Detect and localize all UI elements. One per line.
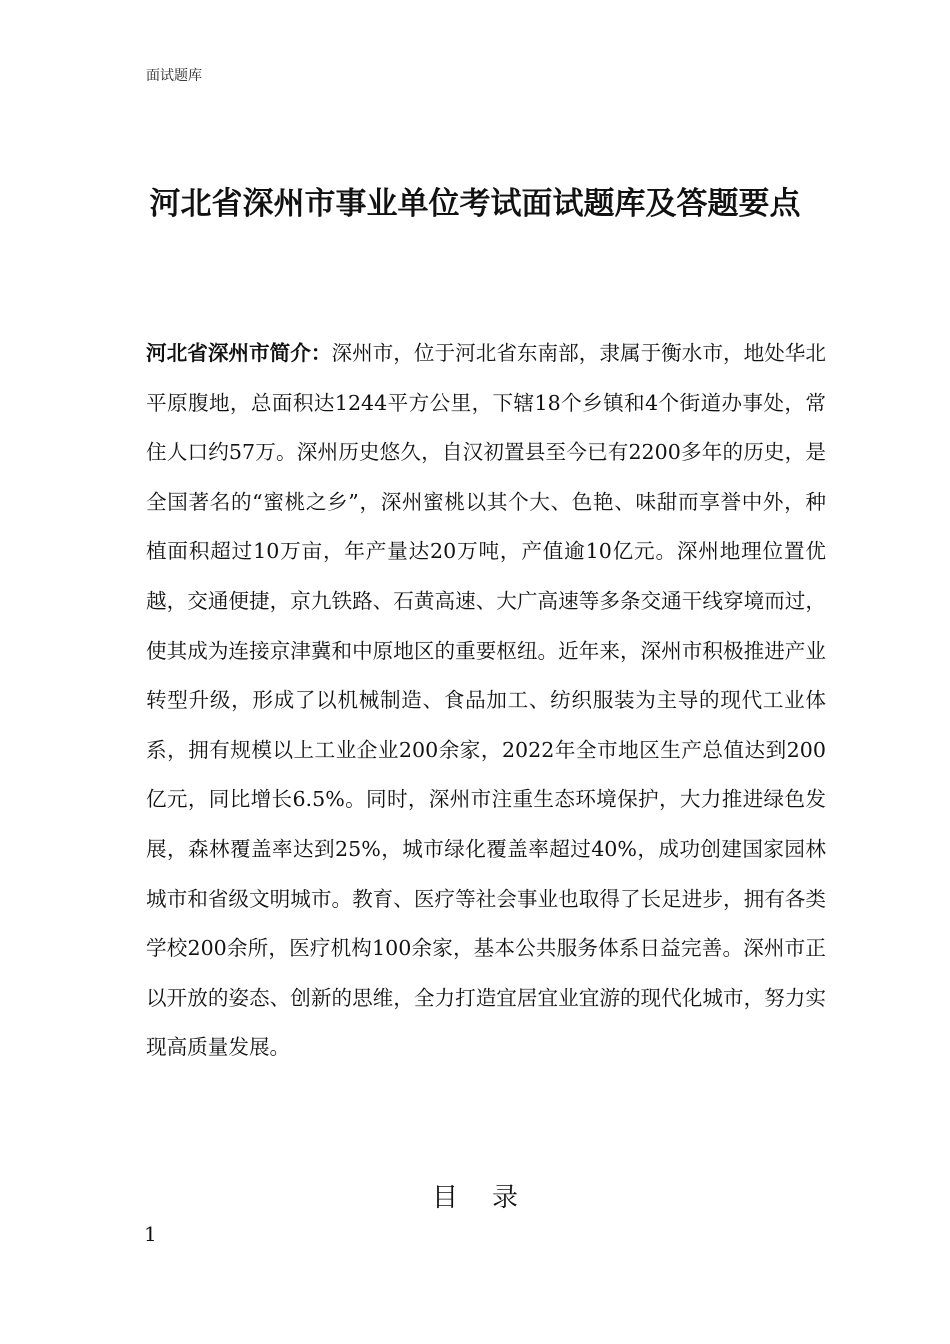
- document-title: 河北省深州市事业单位考试面试题库及答题要点: [149, 186, 801, 222]
- page-number: 1: [144, 1222, 157, 1246]
- toc-heading: 目录: [431, 1183, 552, 1213]
- intro-body-text: 深州市，位于河北省东南部，隶属于衡水市，地处华北平原腹地，总面积达1244平方公里，下辖18个乡镇和4个街道办事处，常住人口约57万。深州历史悠久，自汉初置县至今已有2200多年的历史，是全国著名的“蜜桃之乡”，深州蜜桃以其个大、色艳、味甜而享誉中外，种植面积超过10万亩，年产量达20万吨，产值逾10亿元。深州地理位置优越，交通便捷，京九铁路、石黄高速、大广高速等多条交通干线穿境而过，使其成为连接京津冀和中原地区的重要枢纽。近年来，深州市积极推进产业转型升级，形成了以机械制造、食品加工、纺织服装为主导的现代工业体系，拥有规模以上工业企业200余家，2022年全市地区生产总值达到200亿元，同比增长6.5%。同时，深州市注重生态环境保护，大力推进绿色发展，森林覆盖率达到25%，城市绿化覆盖率超过40%，成功创建国家园林城市和省级文明城市。教育、医疗等社会事业也取得了长足进步，拥有各类学校200余所，医疗机构100余家，基本公共服务体系日益完善。深州市正以开放的姿态、创新的思维，全力打造宜居宜业宜游的现代化城市，努力实现高质量发展。: [146, 341, 827, 1060]
- running-header: 面试题库: [146, 68, 202, 84]
- intro-lead-label: 河北省深州市简介：: [146, 341, 332, 365]
- intro-paragraph: [146, 329, 826, 1073]
